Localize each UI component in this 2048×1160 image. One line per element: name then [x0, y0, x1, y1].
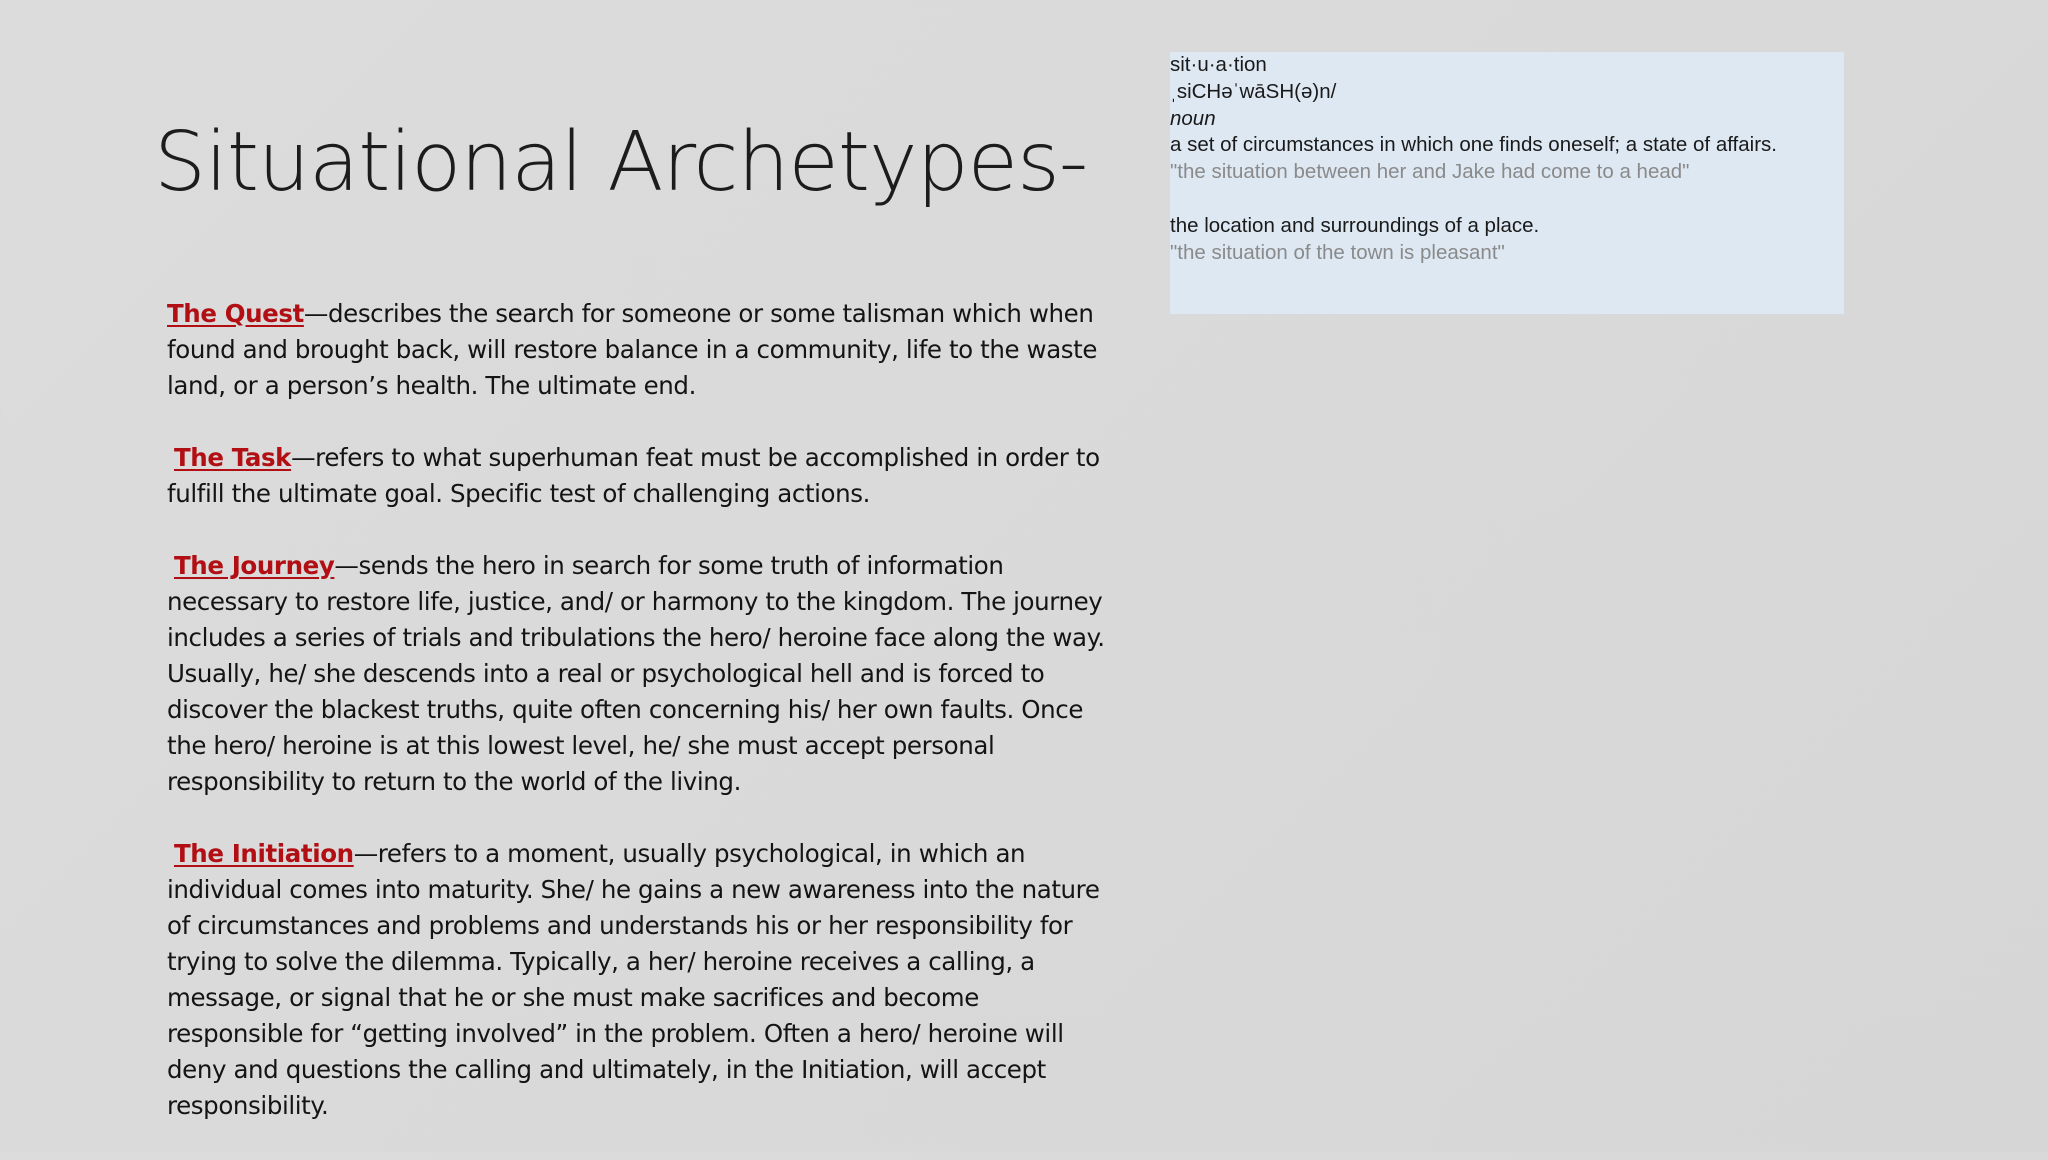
- archetype-initiation: [167, 836, 1117, 1124]
- definition-part-of-speech: noun: [1170, 106, 1216, 130]
- archetype-quest: [167, 296, 1117, 404]
- slide-title: Situational Archetypes-: [154, 115, 1088, 210]
- definition-sense-1-meaning: a set of circumstances in which one finds oneself; a state of affairs.: [1170, 133, 1777, 157]
- definition-sense-2-meaning: the location and surroundings of a place.: [1170, 213, 1540, 237]
- definition-headword: sit·u·a·tion: [1170, 53, 1267, 76]
- archetype-description-task: —refers to what superhuman feat must be accomplished in order to fulfill the ultimate goal. Specific test of challenging actions.: [167, 443, 1100, 508]
- dictionary-definition-box: [1170, 52, 1844, 314]
- archetype-description-quest: —describes the search for someone or some talisman which when found and brought back, will restore balance in a community, life to the waste land, or a person’s health. The ultimate end.: [167, 299, 1098, 400]
- definition-sense-1-example: "the situation between her and Jake had come to a head": [1170, 160, 1690, 184]
- archetype-journey: [167, 548, 1117, 800]
- definition-pronunciation: ˌsiCHəˈwāSH(ə)n/: [1170, 79, 1337, 103]
- archetype-description-journey: —sends the hero in search for some truth of information necessary to restore life, justice, and/ or harmony to the kingdom. The journey includes a series of trials and tribulations the hero/ heroine face along the way. Usually, he/ she descends into a real or psychological hell and is forced to discover the blackest truths, quite often concerning his/ her own faults. Once the hero/ heroine is at this lowest level, he/ she must accept personal responsibility to return to the world of the living.: [167, 551, 1105, 796]
- archetype-term-quest: The Quest: [167, 299, 304, 328]
- archetype-list: [167, 296, 1117, 1160]
- definition-sense-2-example: "the situation of the town is pleasant": [1170, 240, 1505, 264]
- archetype-term-initiation: The Initiation: [174, 839, 354, 868]
- definition-spacer: [1170, 186, 1844, 213]
- archetype-description-initiation: —refers to a moment, usually psychological, in which an individual comes into maturity. She/ he gains a new awareness into the nature of circumstances and problems and understands his or her responsibility for trying to solve the dilemma. Typically, a her/ heroine receives a calling, a message, or signal that he or she must make sacrifices and become responsible for “getting involved” in the problem. Often a hero/ heroine will deny and questions the calling and ultimately, in the Initiation, will accept responsibility.: [167, 839, 1100, 1120]
- archetype-task: [167, 440, 1117, 512]
- archetype-term-task: The Task: [174, 443, 292, 472]
- archetype-term-journey: The Journey: [174, 551, 335, 580]
